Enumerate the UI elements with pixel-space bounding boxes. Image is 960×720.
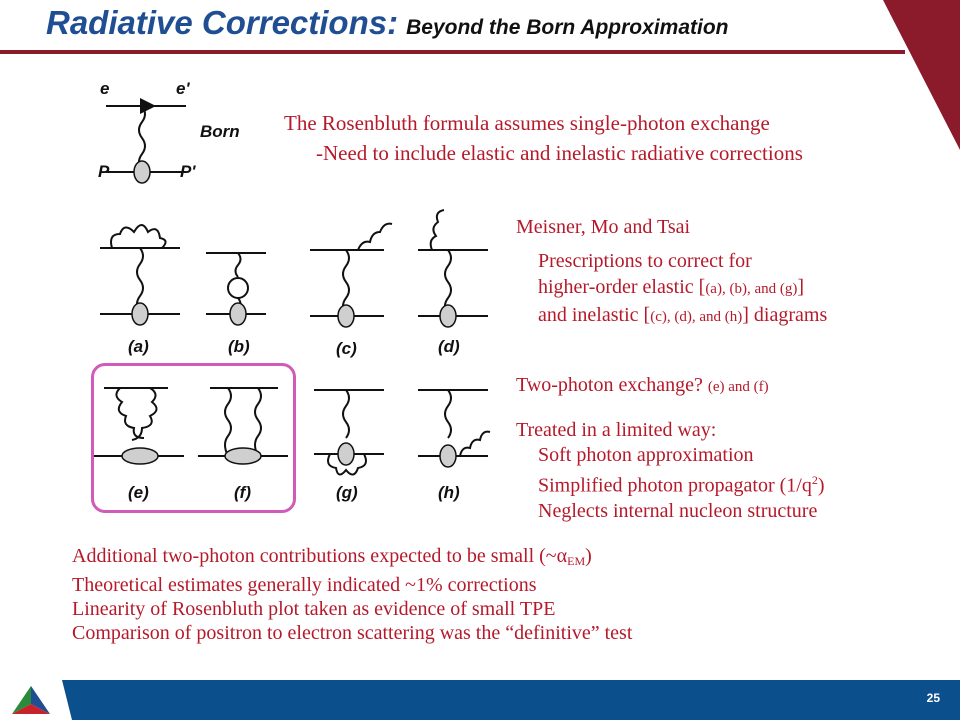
label-g: (g) bbox=[336, 483, 358, 502]
header-rule bbox=[0, 50, 905, 54]
title-main: Radiative Corrections: bbox=[46, 4, 399, 41]
born-p-label: P bbox=[98, 162, 110, 181]
label-d: (d) bbox=[438, 337, 460, 356]
tpe-question: Two-photon exchange? bbox=[516, 374, 703, 396]
diagram-d bbox=[418, 210, 488, 356]
mmt-heading: Meisner, Mo and Tsai bbox=[516, 216, 691, 238]
mmt-line1: Prescriptions to correct for bbox=[538, 250, 752, 272]
elastic-diagram-list: (a), (b), and (g) bbox=[705, 281, 798, 297]
diagram-h bbox=[418, 390, 490, 502]
born-eprime-label: e' bbox=[176, 79, 190, 98]
title-subtitle: Beyond the Born Approximation bbox=[406, 16, 729, 39]
label-b: (b) bbox=[228, 337, 250, 356]
bottom-notes bbox=[72, 544, 632, 645]
diagram-g bbox=[314, 390, 384, 502]
footer-bar bbox=[0, 680, 960, 720]
bottom-line-4: Comparison of positron to electron scattering was the “definitive” test bbox=[72, 622, 633, 644]
limited-item-3: Neglects internal nucleon structure bbox=[538, 499, 818, 522]
page-title bbox=[46, 4, 729, 48]
label-f: (f) bbox=[234, 483, 251, 502]
diagram-c bbox=[310, 224, 392, 358]
tpe-diagram-list: (e) and (f) bbox=[707, 379, 769, 395]
label-e: (e) bbox=[128, 483, 149, 502]
label-h: (h) bbox=[438, 483, 460, 502]
limited-item-1: Soft photon approximation bbox=[538, 444, 754, 466]
radiative-corrections-line: -Need to include elastic and inelastic radiative corrections bbox=[316, 141, 803, 165]
mmt-line2: higher-order elastic [(a), (b), and (g)] bbox=[538, 276, 805, 298]
born-pprime-label: P' bbox=[180, 162, 196, 181]
diagram-b bbox=[206, 253, 266, 356]
bottom-line-1: Additional two-photon contributions expected to be small (~αEM) bbox=[72, 545, 592, 568]
tpe-note bbox=[516, 372, 769, 400]
rosenbluth-note bbox=[284, 108, 803, 168]
mmt-line3: and inelastic [(c), (d), and (h)] diagrams bbox=[538, 304, 828, 326]
rosenbluth-line: The Rosenbluth formula assumes single-photon exchange bbox=[284, 111, 770, 135]
limited-item-2: Simplified photon propagator $(1/q^2)$ bbox=[538, 473, 825, 497]
inelastic-diagram-list: (c), (d), and (h) bbox=[650, 309, 743, 325]
two-photon-highlight-box bbox=[91, 363, 296, 513]
limited-treatment-note bbox=[516, 418, 825, 524]
bottom-line-2: Theoretical estimates generally indicated ~1% corrections bbox=[72, 574, 537, 596]
lab-logo-icon bbox=[6, 684, 56, 716]
born-e-label: e bbox=[100, 79, 110, 98]
page-number: 25 bbox=[926, 691, 940, 705]
bottom-line-3: Linearity of Rosenbluth plot taken as evidence of small TPE bbox=[72, 598, 556, 620]
mmt-note bbox=[516, 214, 827, 330]
label-a: (a) bbox=[128, 337, 149, 356]
born-label: Born bbox=[200, 122, 240, 141]
limited-heading: Treated in a limited way: bbox=[516, 419, 717, 441]
label-c: (c) bbox=[336, 339, 357, 358]
diagram-a bbox=[100, 225, 180, 356]
born-diagram bbox=[98, 79, 240, 183]
